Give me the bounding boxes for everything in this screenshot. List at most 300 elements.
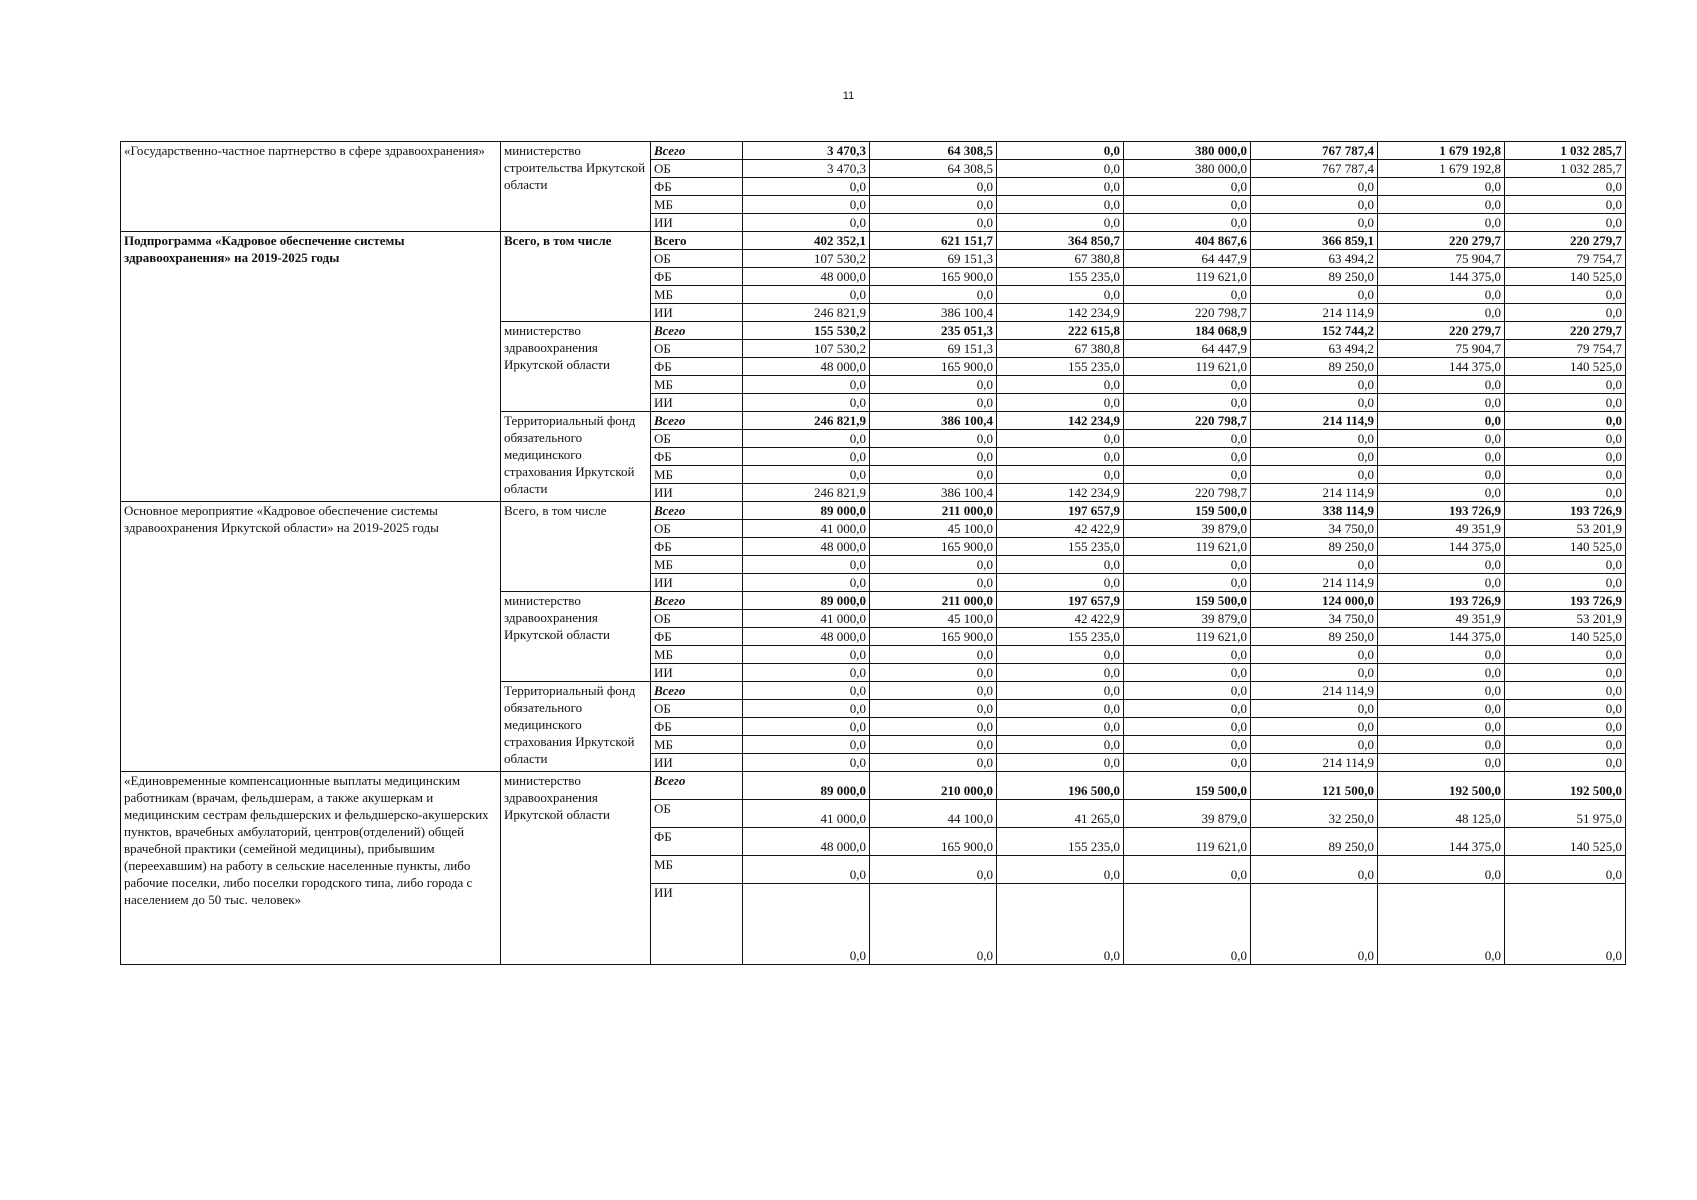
executor: Территориальный фонд обязательного медицинского страхования Иркутской области: [501, 682, 651, 772]
source-ob: ОБ: [651, 800, 743, 828]
value-cell: 41 000,0: [743, 520, 870, 538]
value-cell: 1 679 192,8: [1378, 160, 1505, 178]
value-cell: 0,0: [743, 754, 870, 772]
activity-description: «Единовременные компенсационные выплаты медицинским работникам (врачам, фельдшерам, а также акушеркам и медицинским сестрам фельдшерских и фельдшерско-акушерских пунктов, врачебных амбулаторий, центров(отделений) общей врачебной практики (семейной медицины), прибывшим (переехавшим) на работу в сельские населенные пункты, либо рабочие поселки, либо поселки городского типа, либо города с населением до 50 тыс. человек»: [121, 772, 501, 965]
value-cell: 386 100,4: [870, 484, 997, 502]
executor: министерство здравоохранения Иркутской области: [501, 772, 651, 965]
value-cell: 0,0: [870, 718, 997, 736]
value-cell: 0,0: [1505, 574, 1626, 592]
value-cell: 0,0: [1378, 196, 1505, 214]
value-cell: 338 114,9: [1251, 502, 1378, 520]
value-cell: 0,0: [870, 466, 997, 484]
value-cell: 34 750,0: [1251, 610, 1378, 628]
value-cell: 0,0: [1378, 700, 1505, 718]
value-cell: 193 726,9: [1378, 592, 1505, 610]
value-cell: 380 000,0: [1124, 160, 1251, 178]
budget-table-body: [121, 142, 1626, 965]
executor: Всего, в том числе: [501, 502, 651, 592]
value-cell: 366 859,1: [1251, 232, 1378, 250]
value-cell: 159 500,0: [1124, 592, 1251, 610]
value-cell: 184 068,9: [1124, 322, 1251, 340]
value-cell: 0,0: [743, 718, 870, 736]
value-cell: 165 900,0: [870, 268, 997, 286]
value-cell: 0,0: [1124, 466, 1251, 484]
source-fb: ФБ: [651, 358, 743, 376]
value-cell: 0,0: [1124, 286, 1251, 304]
value-cell: 64 447,9: [1124, 250, 1251, 268]
value-cell: 144 375,0: [1378, 628, 1505, 646]
value-cell: 89 000,0: [743, 502, 870, 520]
value-cell: 0,0: [997, 286, 1124, 304]
value-cell: 89 000,0: [743, 772, 870, 800]
value-cell: 89 250,0: [1251, 268, 1378, 286]
value-cell: 165 900,0: [870, 828, 997, 856]
value-cell: 0,0: [1124, 884, 1251, 965]
value-cell: 0,0: [1124, 376, 1251, 394]
value-cell: 220 279,7: [1378, 322, 1505, 340]
value-cell: 0,0: [1251, 196, 1378, 214]
value-cell: 0,0: [1251, 884, 1378, 965]
value-cell: 0,0: [743, 430, 870, 448]
source-fb: ФБ: [651, 448, 743, 466]
source-ii: ИИ: [651, 754, 743, 772]
value-cell: 0,0: [997, 376, 1124, 394]
value-cell: 246 821,9: [743, 304, 870, 322]
value-cell: 39 879,0: [1124, 520, 1251, 538]
value-cell: 0,0: [997, 448, 1124, 466]
value-cell: 0,0: [1505, 286, 1626, 304]
value-cell: 69 151,3: [870, 250, 997, 268]
value-cell: 51 975,0: [1505, 800, 1626, 828]
value-cell: 0,0: [1251, 178, 1378, 196]
value-cell: 0,0: [870, 574, 997, 592]
source-ob: ОБ: [651, 160, 743, 178]
value-cell: 75 904,7: [1378, 340, 1505, 358]
value-cell: 235 051,3: [870, 322, 997, 340]
value-cell: 220 279,7: [1505, 322, 1626, 340]
source-mb: МБ: [651, 856, 743, 884]
value-cell: 0,0: [1378, 178, 1505, 196]
value-cell: 0,0: [870, 178, 997, 196]
value-cell: 124 000,0: [1251, 592, 1378, 610]
source-ob: ОБ: [651, 700, 743, 718]
value-cell: 0,0: [1378, 448, 1505, 466]
value-cell: 45 100,0: [870, 520, 997, 538]
value-cell: 64 308,5: [870, 142, 997, 160]
value-cell: 79 754,7: [1505, 340, 1626, 358]
value-cell: 140 525,0: [1505, 268, 1626, 286]
value-cell: 144 375,0: [1378, 538, 1505, 556]
value-cell: 0,0: [1505, 484, 1626, 502]
value-cell: 220 798,7: [1124, 484, 1251, 502]
source-mb: МБ: [651, 376, 743, 394]
value-cell: 0,0: [1378, 466, 1505, 484]
value-cell: 0,0: [1505, 856, 1626, 884]
value-cell: 0,0: [743, 646, 870, 664]
value-cell: 0,0: [997, 556, 1124, 574]
value-cell: 0,0: [1505, 664, 1626, 682]
value-cell: 0,0: [1505, 718, 1626, 736]
value-cell: 193 726,9: [1378, 502, 1505, 520]
value-cell: 48 125,0: [1378, 800, 1505, 828]
value-cell: 0,0: [743, 556, 870, 574]
value-cell: 144 375,0: [1378, 358, 1505, 376]
value-cell: 0,0: [997, 196, 1124, 214]
value-cell: 0,0: [1378, 286, 1505, 304]
value-cell: 0,0: [997, 700, 1124, 718]
value-cell: 3 470,3: [743, 142, 870, 160]
executor: Всего, в том числе: [501, 232, 651, 322]
value-cell: 0,0: [1378, 574, 1505, 592]
value-cell: 159 500,0: [1124, 772, 1251, 800]
source-ob: ОБ: [651, 520, 743, 538]
value-cell: 0,0: [743, 664, 870, 682]
value-cell: 142 234,9: [997, 484, 1124, 502]
value-cell: 0,0: [870, 682, 997, 700]
value-cell: 39 879,0: [1124, 800, 1251, 828]
value-cell: 0,0: [743, 700, 870, 718]
executor: Территориальный фонд обязательного медицинского страхования Иркутской области: [501, 412, 651, 502]
value-cell: 140 525,0: [1505, 538, 1626, 556]
value-cell: 386 100,4: [870, 412, 997, 430]
value-cell: 0,0: [870, 394, 997, 412]
value-cell: 0,0: [870, 700, 997, 718]
value-cell: 196 500,0: [997, 772, 1124, 800]
value-cell: 0,0: [1378, 484, 1505, 502]
value-cell: 0,0: [1251, 856, 1378, 884]
value-cell: 0,0: [1505, 196, 1626, 214]
value-cell: 222 615,8: [997, 322, 1124, 340]
source-ob: ОБ: [651, 610, 743, 628]
source-mb: МБ: [651, 466, 743, 484]
value-cell: 0,0: [870, 286, 997, 304]
value-cell: 767 787,4: [1251, 142, 1378, 160]
value-cell: 0,0: [1505, 214, 1626, 232]
value-cell: 121 500,0: [1251, 772, 1378, 800]
value-cell: 89 250,0: [1251, 358, 1378, 376]
value-cell: 89 250,0: [1251, 538, 1378, 556]
value-cell: 0,0: [1251, 286, 1378, 304]
value-cell: 41 265,0: [997, 800, 1124, 828]
value-cell: 211 000,0: [870, 502, 997, 520]
value-cell: 0,0: [743, 736, 870, 754]
value-cell: 0,0: [997, 884, 1124, 965]
value-cell: 119 621,0: [1124, 538, 1251, 556]
value-cell: 220 798,7: [1124, 304, 1251, 322]
value-cell: 165 900,0: [870, 538, 997, 556]
value-cell: 0,0: [1378, 412, 1505, 430]
value-cell: 0,0: [743, 466, 870, 484]
source-fb: ФБ: [651, 828, 743, 856]
value-cell: 0,0: [1505, 430, 1626, 448]
value-cell: 0,0: [1124, 664, 1251, 682]
value-cell: 0,0: [1124, 574, 1251, 592]
value-cell: 48 000,0: [743, 828, 870, 856]
value-cell: 364 850,7: [997, 232, 1124, 250]
value-cell: 48 000,0: [743, 268, 870, 286]
source-ii: ИИ: [651, 304, 743, 322]
value-cell: 0,0: [870, 664, 997, 682]
value-cell: 214 114,9: [1251, 412, 1378, 430]
source-mb: МБ: [651, 736, 743, 754]
value-cell: 159 500,0: [1124, 502, 1251, 520]
value-cell: 41 000,0: [743, 800, 870, 828]
value-cell: 0,0: [870, 430, 997, 448]
value-cell: 48 000,0: [743, 538, 870, 556]
value-cell: 0,0: [997, 466, 1124, 484]
value-cell: 0,0: [1378, 430, 1505, 448]
value-cell: 193 726,9: [1505, 502, 1626, 520]
value-cell: 0,0: [1251, 394, 1378, 412]
value-cell: 0,0: [743, 214, 870, 232]
value-cell: 0,0: [1378, 646, 1505, 664]
value-cell: 0,0: [1378, 214, 1505, 232]
source-ii: ИИ: [651, 884, 743, 965]
value-cell: 0,0: [870, 736, 997, 754]
value-cell: 0,0: [1124, 718, 1251, 736]
value-cell: 0,0: [997, 664, 1124, 682]
executor: министерство строительства Иркутской области: [501, 142, 651, 232]
value-cell: 192 500,0: [1378, 772, 1505, 800]
source-total: Всего: [651, 412, 743, 430]
value-cell: 0,0: [1124, 556, 1251, 574]
value-cell: 0,0: [743, 196, 870, 214]
source-mb: МБ: [651, 556, 743, 574]
value-cell: 0,0: [743, 376, 870, 394]
value-cell: 767 787,4: [1251, 160, 1378, 178]
value-cell: 0,0: [1378, 754, 1505, 772]
value-cell: 64 308,5: [870, 160, 997, 178]
value-cell: 0,0: [1505, 736, 1626, 754]
value-cell: 214 114,9: [1251, 574, 1378, 592]
value-cell: 0,0: [743, 286, 870, 304]
value-cell: 0,0: [1124, 736, 1251, 754]
executor: министерство здравоохранения Иркутской области: [501, 322, 651, 412]
value-cell: 155 235,0: [997, 828, 1124, 856]
value-cell: 0,0: [1124, 196, 1251, 214]
value-cell: 89 250,0: [1251, 828, 1378, 856]
value-cell: 0,0: [743, 856, 870, 884]
value-cell: 0,0: [1251, 646, 1378, 664]
value-cell: 0,0: [1378, 664, 1505, 682]
table-row: [121, 232, 1626, 250]
source-fb: ФБ: [651, 538, 743, 556]
source-total: Всего: [651, 142, 743, 160]
value-cell: 0,0: [870, 376, 997, 394]
table-row: [121, 142, 1626, 160]
value-cell: 0,0: [1251, 376, 1378, 394]
value-cell: 155 235,0: [997, 358, 1124, 376]
table-row: [121, 772, 1626, 800]
value-cell: 0,0: [870, 448, 997, 466]
value-cell: 0,0: [1124, 430, 1251, 448]
value-cell: 0,0: [1251, 718, 1378, 736]
source-ii: ИИ: [651, 664, 743, 682]
value-cell: 386 100,4: [870, 304, 997, 322]
value-cell: 1 679 192,8: [1378, 142, 1505, 160]
value-cell: 0,0: [1124, 700, 1251, 718]
value-cell: 0,0: [1378, 736, 1505, 754]
value-cell: 42 422,9: [997, 610, 1124, 628]
value-cell: 155 235,0: [997, 628, 1124, 646]
value-cell: 214 114,9: [1251, 754, 1378, 772]
value-cell: 63 494,2: [1251, 250, 1378, 268]
value-cell: 197 657,9: [997, 502, 1124, 520]
value-cell: 0,0: [997, 574, 1124, 592]
value-cell: 0,0: [743, 574, 870, 592]
value-cell: 0,0: [1251, 556, 1378, 574]
value-cell: 0,0: [997, 430, 1124, 448]
value-cell: 246 821,9: [743, 484, 870, 502]
value-cell: 0,0: [1124, 856, 1251, 884]
value-cell: 0,0: [1378, 718, 1505, 736]
source-total: Всего: [651, 772, 743, 800]
source-ob: ОБ: [651, 340, 743, 358]
value-cell: 107 530,2: [743, 340, 870, 358]
value-cell: 0,0: [997, 682, 1124, 700]
source-total: Всего: [651, 502, 743, 520]
value-cell: 220 279,7: [1378, 232, 1505, 250]
value-cell: 0,0: [997, 736, 1124, 754]
value-cell: 0,0: [1378, 856, 1505, 884]
value-cell: 0,0: [1124, 646, 1251, 664]
value-cell: 0,0: [1505, 394, 1626, 412]
value-cell: 0,0: [743, 448, 870, 466]
value-cell: 0,0: [1505, 884, 1626, 965]
value-cell: 0,0: [997, 160, 1124, 178]
value-cell: 0,0: [997, 142, 1124, 160]
source-mb: МБ: [651, 196, 743, 214]
value-cell: 79 754,7: [1505, 250, 1626, 268]
value-cell: 197 657,9: [997, 592, 1124, 610]
value-cell: 144 375,0: [1378, 828, 1505, 856]
value-cell: 34 750,0: [1251, 520, 1378, 538]
value-cell: 0,0: [997, 754, 1124, 772]
value-cell: 165 900,0: [870, 358, 997, 376]
executor: министерство здравоохранения Иркутской области: [501, 592, 651, 682]
source-total: Всего: [651, 322, 743, 340]
value-cell: 75 904,7: [1378, 250, 1505, 268]
value-cell: 53 201,9: [1505, 610, 1626, 628]
value-cell: 0,0: [870, 556, 997, 574]
value-cell: 0,0: [1251, 664, 1378, 682]
source-ob: ОБ: [651, 250, 743, 268]
value-cell: 63 494,2: [1251, 340, 1378, 358]
value-cell: 0,0: [1124, 394, 1251, 412]
value-cell: 0,0: [1124, 754, 1251, 772]
value-cell: 39 879,0: [1124, 610, 1251, 628]
value-cell: 402 352,1: [743, 232, 870, 250]
value-cell: 220 798,7: [1124, 412, 1251, 430]
value-cell: 53 201,9: [1505, 520, 1626, 538]
value-cell: 0,0: [743, 178, 870, 196]
value-cell: 1 032 285,7: [1505, 142, 1626, 160]
value-cell: 67 380,8: [997, 250, 1124, 268]
value-cell: 214 114,9: [1251, 304, 1378, 322]
value-cell: 0,0: [997, 718, 1124, 736]
source-ii: ИИ: [651, 574, 743, 592]
value-cell: 0,0: [1378, 556, 1505, 574]
value-cell: 0,0: [1124, 178, 1251, 196]
value-cell: 0,0: [1251, 430, 1378, 448]
value-cell: 119 621,0: [1124, 828, 1251, 856]
value-cell: 165 900,0: [870, 628, 997, 646]
value-cell: 69 151,3: [870, 340, 997, 358]
value-cell: 0,0: [1505, 178, 1626, 196]
value-cell: 0,0: [997, 394, 1124, 412]
value-cell: 0,0: [1505, 448, 1626, 466]
value-cell: 0,0: [1505, 700, 1626, 718]
value-cell: 144 375,0: [1378, 268, 1505, 286]
value-cell: 0,0: [1251, 448, 1378, 466]
value-cell: 49 351,9: [1378, 610, 1505, 628]
value-cell: 210 000,0: [870, 772, 997, 800]
value-cell: 0,0: [870, 214, 997, 232]
source-fb: ФБ: [651, 628, 743, 646]
value-cell: 48 000,0: [743, 358, 870, 376]
value-cell: 380 000,0: [1124, 142, 1251, 160]
value-cell: 0,0: [870, 196, 997, 214]
value-cell: 140 525,0: [1505, 828, 1626, 856]
value-cell: 0,0: [1505, 556, 1626, 574]
value-cell: 0,0: [1378, 682, 1505, 700]
source-fb: ФБ: [651, 718, 743, 736]
value-cell: 621 151,7: [870, 232, 997, 250]
value-cell: 0,0: [870, 754, 997, 772]
value-cell: 49 351,9: [1378, 520, 1505, 538]
value-cell: 0,0: [997, 178, 1124, 196]
value-cell: 42 422,9: [997, 520, 1124, 538]
value-cell: 0,0: [1378, 376, 1505, 394]
value-cell: 220 279,7: [1505, 232, 1626, 250]
value-cell: 44 100,0: [870, 800, 997, 828]
value-cell: 0,0: [1505, 754, 1626, 772]
value-cell: 1 032 285,7: [1505, 160, 1626, 178]
value-cell: 64 447,9: [1124, 340, 1251, 358]
value-cell: 119 621,0: [1124, 628, 1251, 646]
value-cell: 0,0: [997, 856, 1124, 884]
value-cell: 0,0: [1505, 412, 1626, 430]
measure-description: «Государственно-частное партнерство в сфере здравоохранения»: [121, 142, 501, 232]
value-cell: 0,0: [1124, 214, 1251, 232]
source-total: Всего: [651, 682, 743, 700]
value-cell: 48 000,0: [743, 628, 870, 646]
value-cell: 67 380,8: [997, 340, 1124, 358]
source-ii: ИИ: [651, 394, 743, 412]
source-fb: ФБ: [651, 268, 743, 286]
source-ob: ОБ: [651, 430, 743, 448]
value-cell: 0,0: [743, 394, 870, 412]
value-cell: 0,0: [1124, 682, 1251, 700]
value-cell: 246 821,9: [743, 412, 870, 430]
source-total: Всего: [651, 232, 743, 250]
value-cell: 155 235,0: [997, 268, 1124, 286]
source-fb: ФБ: [651, 178, 743, 196]
source-mb: МБ: [651, 646, 743, 664]
value-cell: 89 250,0: [1251, 628, 1378, 646]
value-cell: 0,0: [1251, 700, 1378, 718]
value-cell: 0,0: [870, 884, 997, 965]
value-cell: 214 114,9: [1251, 484, 1378, 502]
value-cell: 0,0: [1505, 646, 1626, 664]
value-cell: 0,0: [1124, 448, 1251, 466]
value-cell: 140 525,0: [1505, 358, 1626, 376]
source-ii: ИИ: [651, 214, 743, 232]
source-total: Всего: [651, 592, 743, 610]
value-cell: 119 621,0: [1124, 268, 1251, 286]
value-cell: 32 250,0: [1251, 800, 1378, 828]
value-cell: 0,0: [997, 214, 1124, 232]
